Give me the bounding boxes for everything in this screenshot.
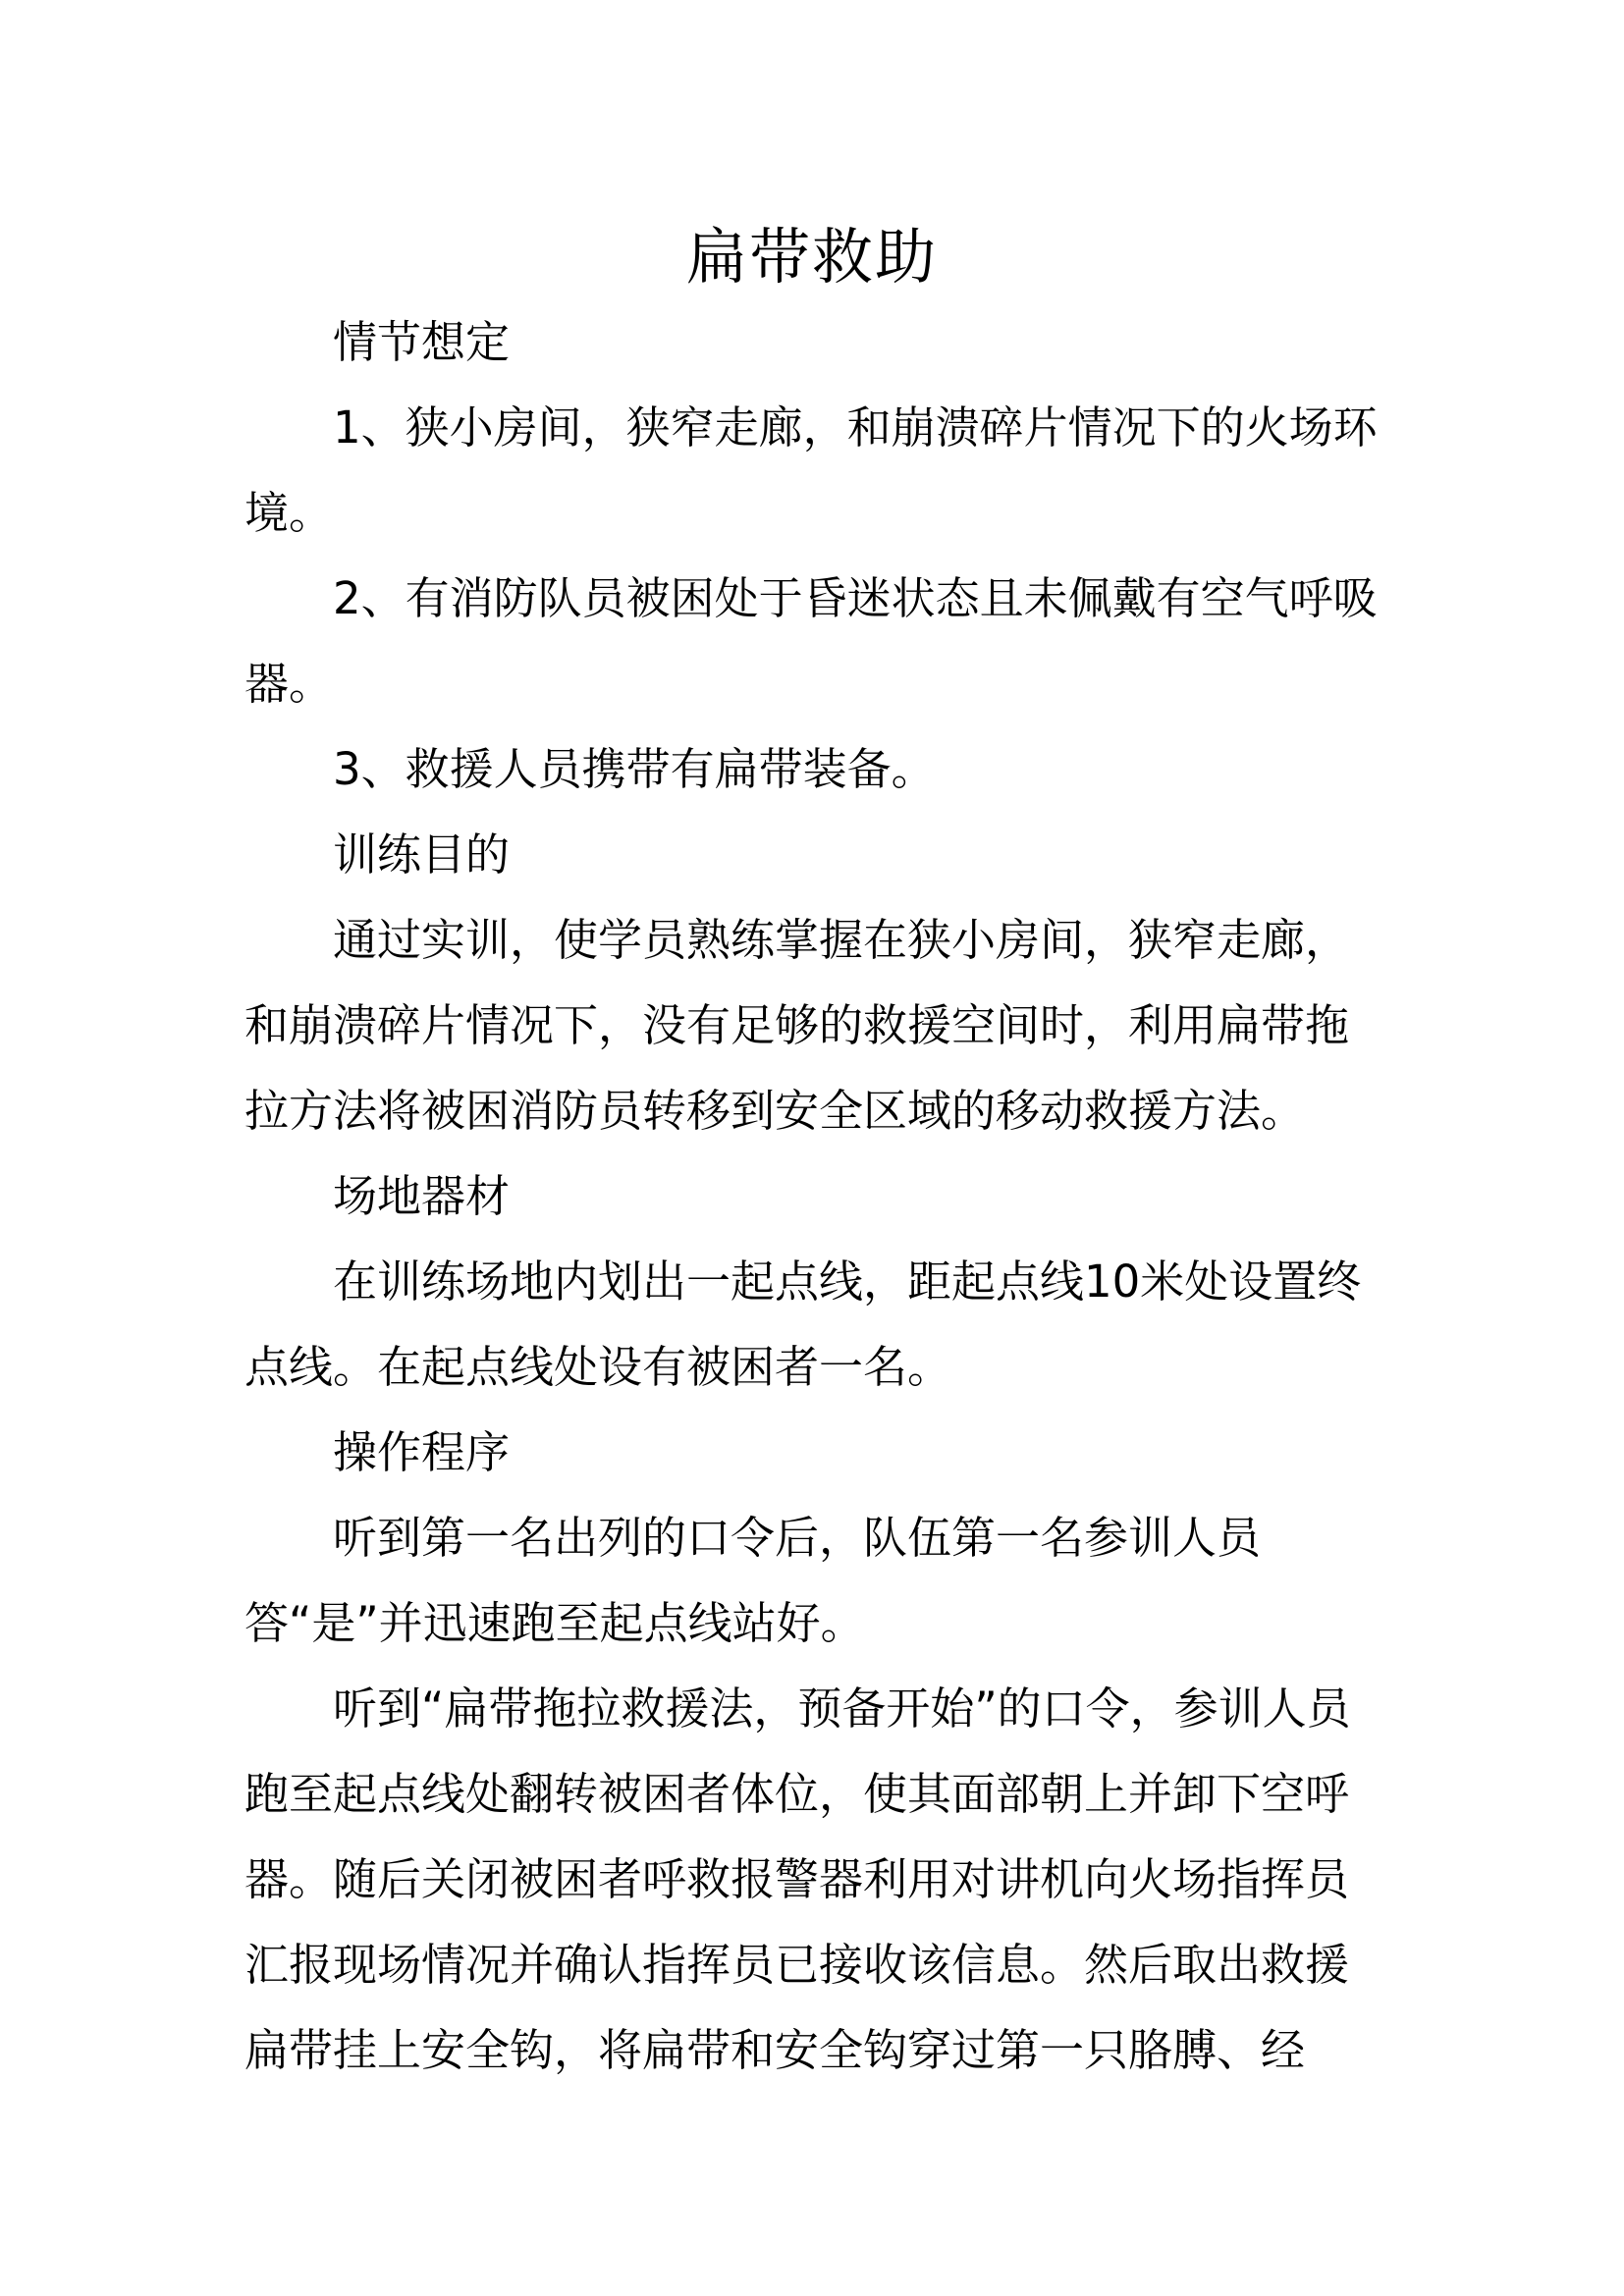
procedure-paragraph-2: 听到“扁带拖拉救援法，预备开始”的口令，参训人员跑至起点线处翻转被困者体位，使其面部朝上并卸下空呼器。随后关闭被困者呼救报警器利用对讲机向火场指挥员汇报现场情况并确认指挥员已接收该信息。然后取出救援扁带挂上安全钩，将扁带和安全钩穿过第一只胳膊、经: [244, 1682, 1351, 2076]
document-title: 扁带救助: [685, 221, 938, 293]
document-body: [244, 299, 1383, 2093]
section-heading-equipment: 场地器材: [333, 1170, 511, 1222]
section-heading-scenario: 情节想定: [333, 316, 511, 368]
scenario-item-1: 1、狭小房间，狭窄走廊，和崩溃碎片情况下的火场环境。: [244, 401, 1378, 539]
section-heading-procedure: 操作程序: [333, 1426, 511, 1478]
equipment-paragraph: 在训练场地内划出一起点线，距起点线10米处设置终点线。在起点线处设有被困者一名。: [244, 1255, 1362, 1393]
objective-paragraph: 通过实训，使学员熟练掌握在狭小房间，狭窄走廊，和崩溃碎片情况下，没有足够的救援空间时，利用扁带拖拉方法将被困消防员转移到安全区域的移动救援方法。: [244, 914, 1350, 1137]
procedure-paragraph-1: 听到第一名出列的口令后，队伍第一名参训人员答“是”并迅速跑至起点线站好。: [244, 1512, 1262, 1649]
scenario-item-3: 3、救援人员携带有扁带装备。: [333, 743, 936, 795]
scenario-item-2: 2、有消防队员被困处于昏迷状态且未佩戴有空气呼吸器。: [244, 572, 1378, 710]
section-heading-objective: 训练目的: [333, 828, 511, 881]
